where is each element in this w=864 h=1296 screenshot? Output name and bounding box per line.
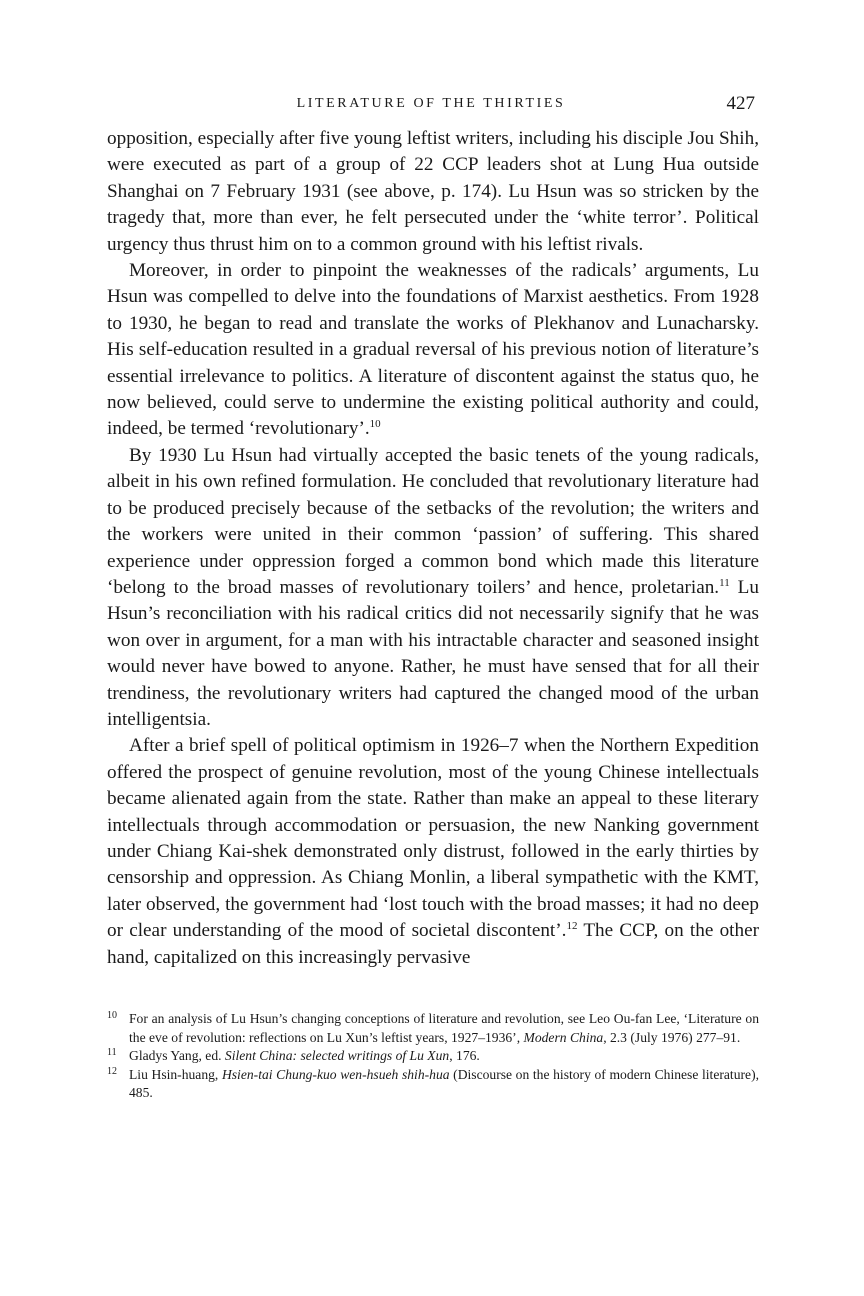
paragraph-1: [107, 126, 759, 258]
paragraph-2-text: Moreover, in order to pinpoint the weaknesses of the radicals’ arguments, Lu Hsun was compelled to delve into the foundations of Marxist aesthetics. From 1928 to 1930, he began to read and translate the works of Plekhanov and Lunacharsky. His self-education resulted in a gradual reversal of his previous notion of literature’s essential irrelevance to politics. A literature of discontent against the status quo, he now believed, could serve to undermine the existing political authority and could, indeed, be termed ‘revolutionary’.: [107, 260, 759, 440]
page-number: 427: [726, 93, 755, 114]
footnote-11: [107, 1047, 759, 1066]
footnote-text: , 176.: [449, 1048, 480, 1063]
paragraph-1-text: opposition, especially after five young leftist writers, including his disciple Jou Shih, were executed as part of a group of 22 CCP leaders shot at Lung Hua outside Shanghai on 7 February 1931 (see above, p. 174). Lu Hsun was so stricken by the tragedy that, more than ever, he felt persecuted under the ‘white terror’. Political urgency thus thrust him on to a common ground with his leftist rivals.: [107, 128, 759, 255]
footnote-number: 11: [107, 1047, 117, 1058]
footnote-ref-11[interactable]: 11: [719, 576, 730, 589]
footnotes: [107, 1010, 759, 1103]
footnote-text: , 2.3 (July 1976) 277–91.: [603, 1029, 741, 1045]
footnote-number: 10: [107, 1010, 117, 1021]
footnote-title: Modern China: [523, 1029, 604, 1045]
footnote-ref-10[interactable]: 10: [369, 418, 381, 431]
footnote-12: [107, 1066, 759, 1103]
paragraph-4-text-a: After a brief spell of political optimism in 1926–7 when the Northern Expedition offered the prospect of genuine revolution, most of the young Chinese intellectuals became alienated again from the state. Rather than make an appeal to these literary intellectuals through accommodation or persuasion, the new Nanking government under Chiang Kai-shek demonstrated only distrust, followed in the early thirties by censorship and oppression. As Chiang Monlin, a liberal sympathetic with the KMT, later observed, the government had ‘lost touch with the broad masses; it had no deep or clear understanding of the mood of societal discontent’.: [107, 735, 759, 942]
footnote-10: [107, 1010, 759, 1047]
footnote-title: Hsien-tai Chung-kuo wen-hsueh shih-hua: [221, 1066, 450, 1082]
body-text: [107, 126, 759, 971]
paragraph-3: [107, 443, 759, 733]
paragraph-4: [107, 733, 759, 971]
running-title: LITERATURE OF THE THIRTIES: [296, 96, 566, 111]
paragraph-3-text-a: By 1930 Lu Hsun had virtually accepted the basic tenets of the young radicals, albeit in his own refined formulation. He concluded that revolutionary literature had to be produced precisely because of the setbacks of the revolution; the writers and the workers were united in their common ‘passion’ of suffering. This shared experience under oppression forged a common bond which made this literature ‘belong to the broad masses of revolutionary toilers’ and hence, proletarian.: [107, 444, 759, 598]
footnote-text: Gladys Yang, ed.: [129, 1048, 225, 1063]
footnote-text: (Discourse on the history of modern Chinese literature), 485.: [129, 1066, 759, 1100]
footnote-title: Silent China: selected writings of Lu Xun: [224, 1048, 450, 1063]
footnote-ref-12[interactable]: 12: [566, 920, 578, 933]
footnote-text: For an analysis of Lu Hsun’s changing conceptions of literature and revolution, see Leo Ou-fan Lee, ‘Literature on the eve of revolution: reflections on Lu Xun’s leftist years, 1927–1936’,: [129, 1011, 759, 1045]
footnote-number: 12: [107, 1065, 117, 1077]
paragraph-2: [107, 258, 759, 443]
paragraph-4-text-b: The CCP, on the other hand, capitalized on this increasingly pervasive: [107, 920, 759, 968]
paragraph-3-text-b: Lu Hsun’s reconciliation with his radical critics did not necessarily signify that he was won over in argument, for a man with his intractable character and seasoned insight would never have bowed to anyone. Rather, he must have sensed that for all their trendiness, the revolutionary writers had captured the changed mood of the urban intelligentsia.: [107, 576, 759, 730]
footnote-text: Liu Hsin-huang,: [129, 1066, 222, 1082]
running-head: [107, 93, 755, 115]
